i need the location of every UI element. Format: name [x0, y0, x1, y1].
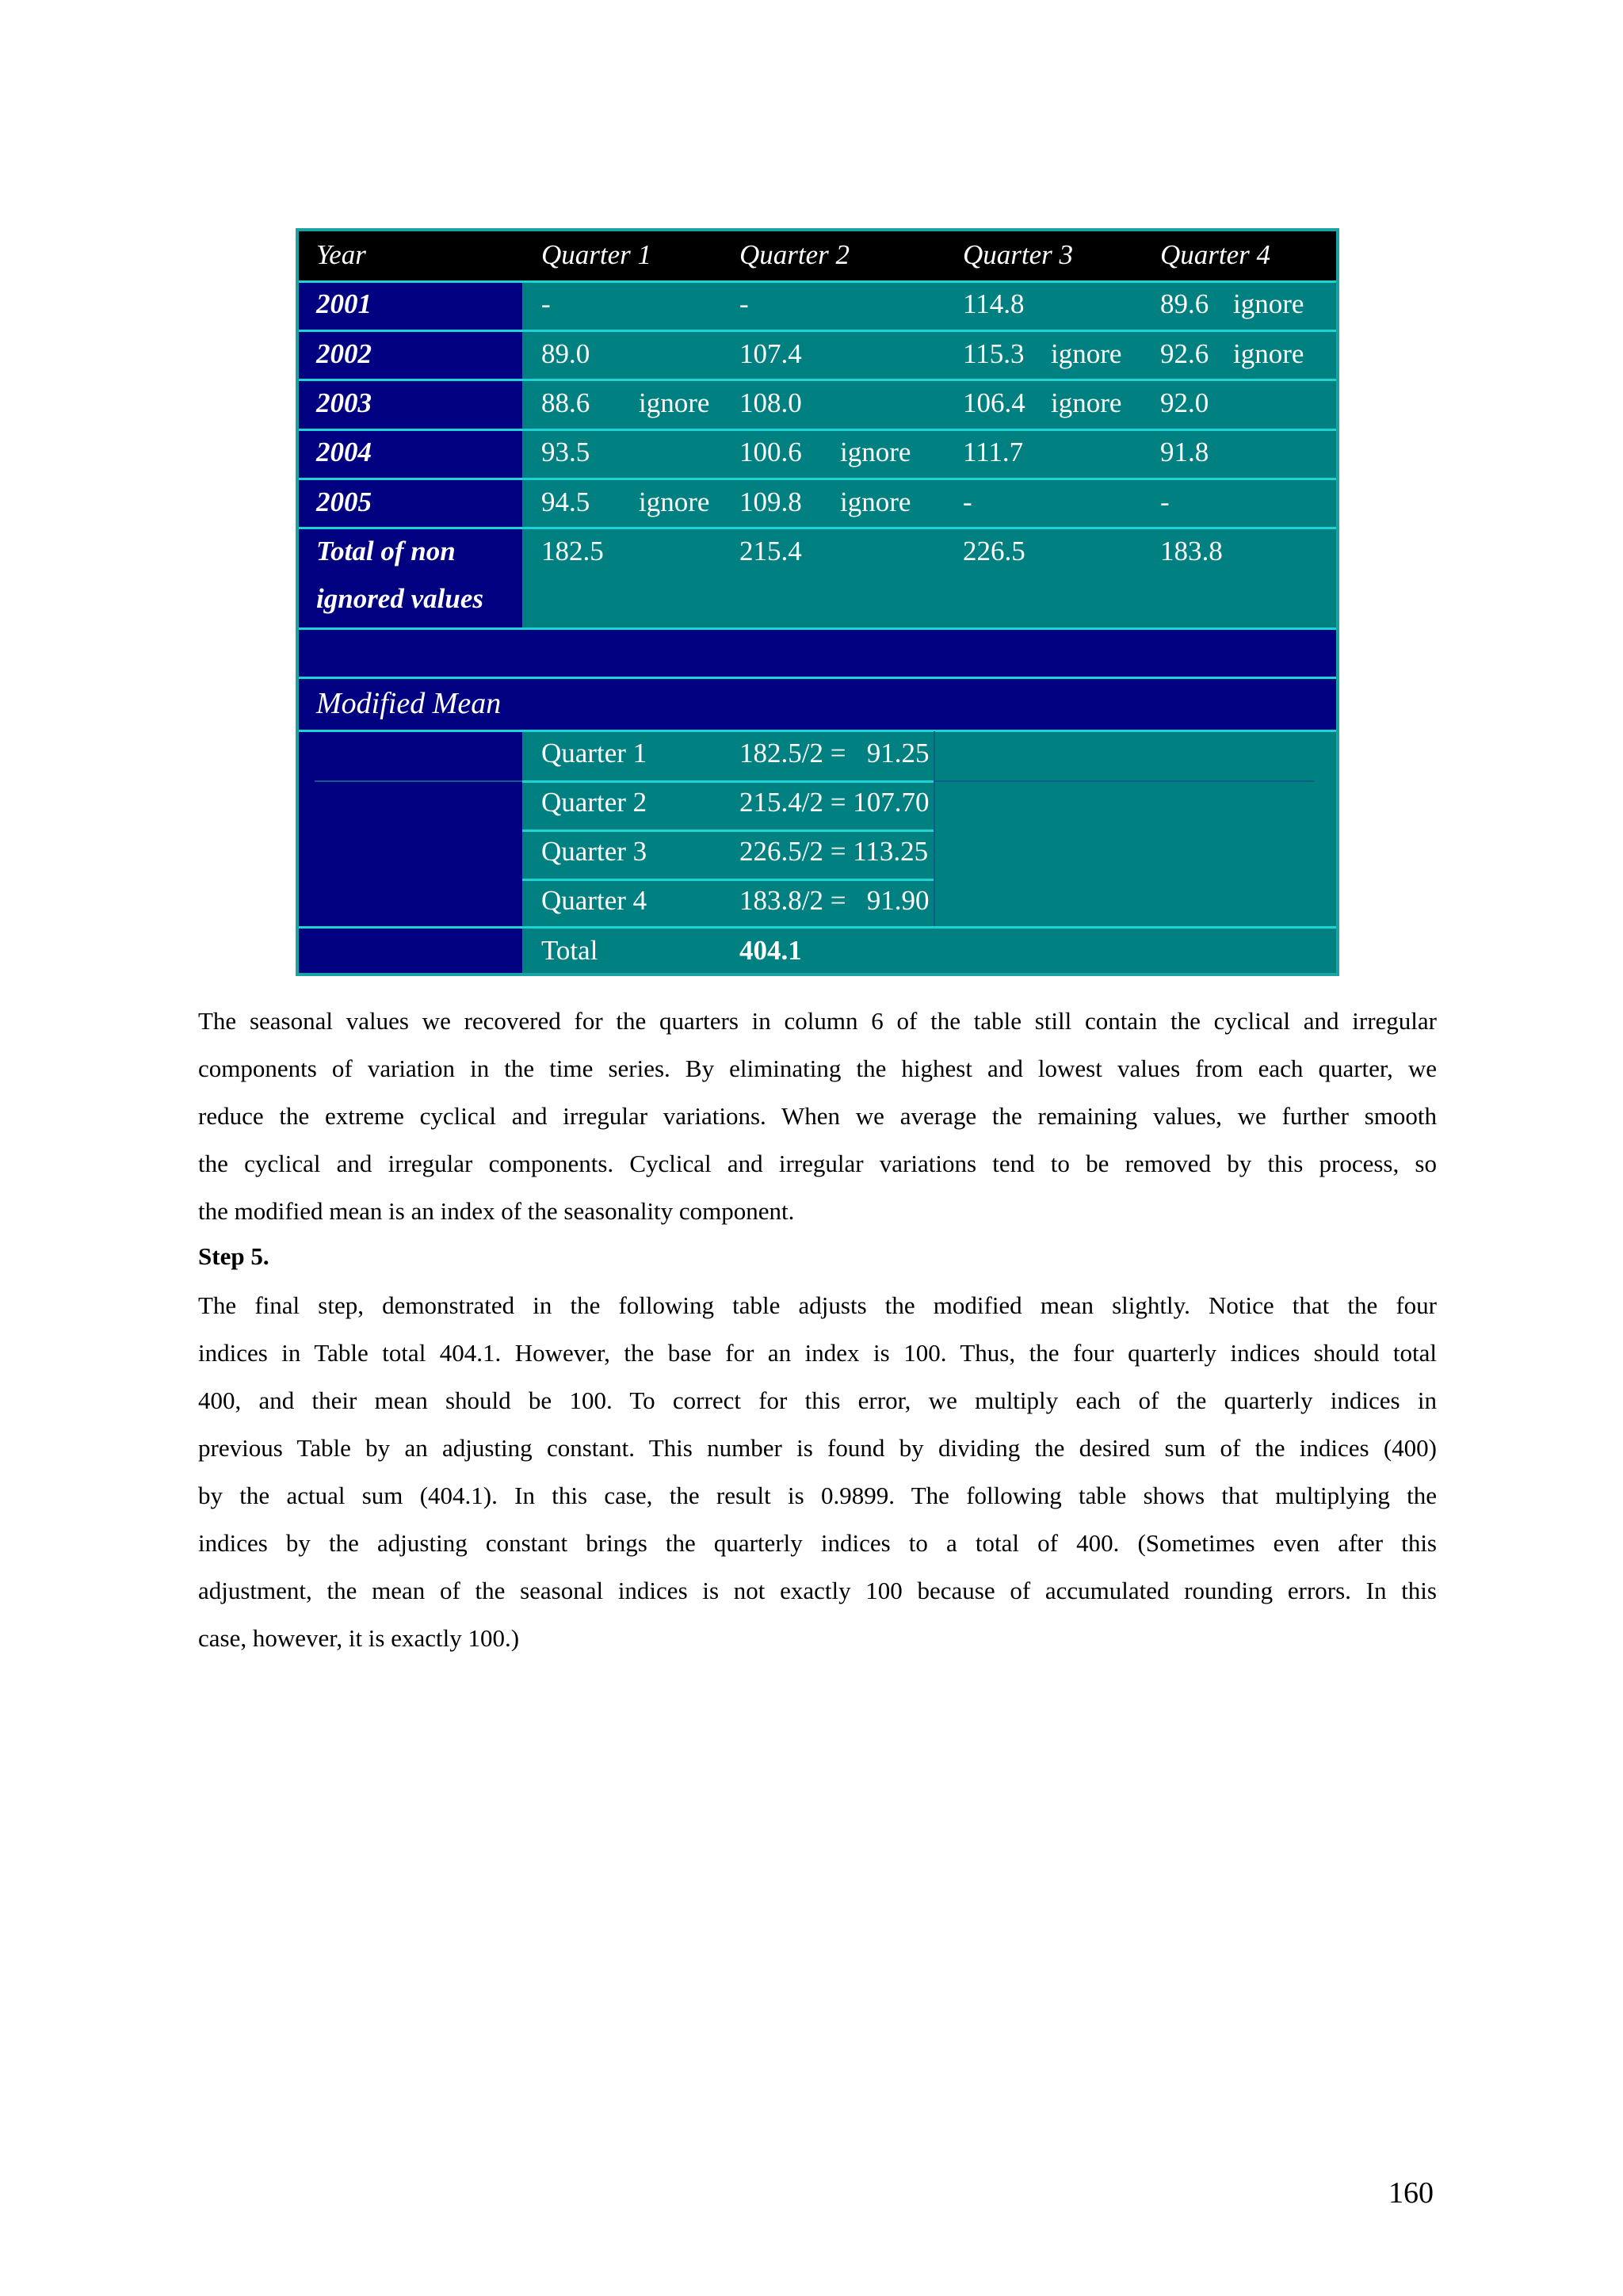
q1-value: 93.5 — [541, 437, 590, 467]
q2-ignore-note: ignore — [840, 486, 911, 517]
year-cell: 2004 — [316, 437, 372, 467]
q2-value: 107.4 — [739, 338, 802, 369]
row-divider — [299, 330, 1336, 332]
totals-label-line1: Total of non — [316, 536, 456, 566]
q1-ignore-note: ignore — [639, 486, 710, 517]
q4-value: 91.8 — [1160, 437, 1209, 467]
header-year: Year — [316, 239, 366, 270]
mean-row-calc: 183.8/2 = 91.90 — [739, 885, 930, 916]
mean-total-value: 404.1 — [739, 935, 802, 966]
step-heading: Step 5. — [198, 1242, 269, 1270]
header-quarter-1: Quarter 1 — [541, 239, 652, 270]
mean-row-calc: 226.5/2 = 113.25 — [739, 836, 929, 867]
text-line: components of variation in the time series. By eliminating the highest and lowest values from each quarter, we — [198, 1055, 1437, 1082]
mean-row-label: Quarter 4 — [541, 885, 647, 916]
total-q1: 182.5 — [541, 536, 604, 566]
q4-ignore-note: ignore — [1233, 338, 1304, 369]
row-divider — [934, 780, 1314, 782]
paragraph-final-step — [198, 1282, 1437, 1662]
q3-ignore-note: ignore — [1051, 338, 1122, 369]
year-cell: 2005 — [316, 486, 372, 517]
text-line: case, however, it is exactly 100.) — [198, 1624, 520, 1652]
row-divider — [299, 730, 1336, 732]
mean-total-label: Total — [541, 935, 598, 966]
total-q3: 226.5 — [963, 536, 1025, 566]
mean-row-calc: 182.5/2 = 91.25 — [739, 738, 930, 769]
q2-value: 100.6 — [739, 437, 802, 467]
mean-left-column — [299, 731, 522, 973]
column-divider — [934, 731, 935, 926]
text-line: adjustment, the mean of the seasonal indices is not exactly 100 because of accumulated rounding errors. In this — [198, 1577, 1437, 1604]
q1-ignore-note: ignore — [639, 387, 710, 418]
seasonal-index-table — [296, 228, 1339, 976]
year-cell: 2001 — [316, 288, 372, 319]
q3-ignore-note: ignore — [1051, 387, 1122, 418]
text-line: previous Table by an adjusting constant. This number is found by dividing the desired sum of the indices (400) — [198, 1434, 1437, 1462]
year-cell: 2002 — [316, 338, 372, 369]
text-line: 400, and their mean should be 100. To correct for this error, we multiply each of the quarterly indices in — [198, 1386, 1437, 1414]
row-divider — [299, 926, 1336, 929]
text-line: The seasonal values we recovered for the quarters in column 6 of the table still contain the cyclical and irregular — [198, 1007, 1437, 1035]
totals-label-line2: ignored values — [316, 583, 483, 614]
q2-value: 108.0 — [739, 387, 802, 418]
q1-value: 88.6 — [541, 387, 590, 418]
row-divider — [299, 379, 1336, 381]
text-line: the modified mean is an index of the seasonality component. — [198, 1197, 795, 1225]
q3-value: 114.8 — [963, 288, 1025, 319]
total-q2: 215.4 — [739, 536, 802, 566]
q3-value: - — [963, 486, 972, 517]
q2-value: 109.8 — [739, 486, 802, 517]
q3-value: 111.7 — [963, 437, 1024, 467]
text-line: reduce the extreme cyclical and irregular variations. When we average the remaining values, we further smooth — [198, 1102, 1437, 1130]
header-quarter-4: Quarter 4 — [1160, 239, 1271, 270]
mean-row-calc: 215.4/2 = 107.70 — [739, 787, 930, 818]
page-number: 160 — [1388, 2176, 1434, 2210]
row-divider — [299, 478, 1336, 480]
row-divider — [522, 780, 934, 783]
mean-row-label: Quarter 2 — [541, 787, 647, 818]
q4-ignore-note: ignore — [1233, 288, 1304, 319]
text-line: The final step, demonstrated in the following table adjusts the modified mean slightly. Notice that the four — [198, 1291, 1437, 1319]
row-divider — [315, 780, 522, 782]
text-line: by the actual sum (404.1). In this case, the result is 0.9899. The following table shows that multiplying the — [198, 1482, 1437, 1509]
spacer-band — [299, 629, 1336, 678]
q3-value: 106.4 — [963, 387, 1025, 418]
text-line: indices by the adjusting constant brings the quarterly indices to a total of 400. (Sometimes even after this — [198, 1529, 1437, 1557]
row-divider — [522, 830, 934, 832]
modified-mean-heading: Modified Mean — [316, 687, 502, 720]
q2-ignore-note: ignore — [840, 437, 911, 467]
q1-value: 94.5 — [541, 486, 590, 517]
q4-value: - — [1160, 486, 1170, 517]
text-line: the cyclical and irregular components. Cyclical and irregular variations tend to be removed by this process, so — [198, 1150, 1437, 1177]
mean-row-label: Quarter 1 — [541, 738, 647, 769]
q4-value: 92.0 — [1160, 387, 1209, 418]
row-divider — [299, 527, 1336, 529]
header-quarter-2: Quarter 2 — [739, 239, 850, 270]
total-q4: 183.8 — [1160, 536, 1223, 566]
q4-value: 89.6 — [1160, 288, 1209, 319]
mean-row-label: Quarter 3 — [541, 836, 647, 867]
row-divider — [522, 879, 934, 881]
row-divider — [299, 627, 1336, 630]
year-cell: 2003 — [316, 387, 372, 418]
header-quarter-3: Quarter 3 — [963, 239, 1074, 270]
q4-value: 92.6 — [1160, 338, 1209, 369]
row-divider — [299, 429, 1336, 431]
q1-value: - — [541, 288, 551, 319]
q2-value: - — [739, 288, 749, 319]
q1-value: 89.0 — [541, 338, 590, 369]
text-line: indices in Table total 404.1. However, the base for an index is 100. Thus, the four quarterly indices should total — [198, 1339, 1437, 1367]
row-divider — [299, 677, 1336, 679]
q3-value: 115.3 — [963, 338, 1025, 369]
row-divider — [299, 280, 1336, 283]
paragraph-seasonal-values — [198, 997, 1437, 1235]
